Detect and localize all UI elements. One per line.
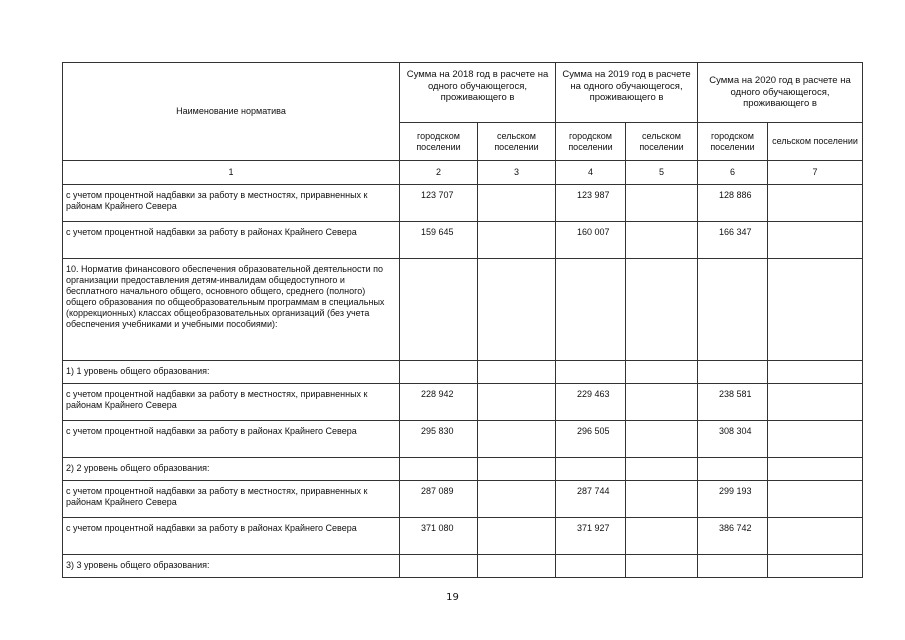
table-row [63, 518, 863, 555]
col-number: 7 [768, 161, 863, 185]
amount-cell [626, 361, 698, 384]
header-year-2018: Сумма на 2018 год в расчете на одного обучающегося, проживающего в [400, 63, 556, 123]
amount-cell: 299 193 [698, 481, 768, 518]
norm-name-cell: с учетом процентной надбавки за работу в районах Крайнего Севера [63, 518, 400, 555]
amount-cell: 159 645 [400, 222, 478, 259]
norm-name-cell: 2) 2 уровень общего образования: [63, 458, 400, 481]
amount-cell [478, 384, 556, 421]
amount-cell: 229 463 [556, 384, 626, 421]
col-number: 4 [556, 161, 626, 185]
amount-cell: 228 942 [400, 384, 478, 421]
header-rural-2019: сельском поселении [626, 123, 698, 161]
norm-name-cell: 1) 1 уровень общего образования: [63, 361, 400, 384]
amount-cell [626, 555, 698, 578]
amount-cell [556, 555, 626, 578]
amount-cell: 371 927 [556, 518, 626, 555]
header-urban-2019: городском поселении [556, 123, 626, 161]
header-row-numbers [63, 161, 863, 185]
amount-cell [768, 481, 863, 518]
amount-cell [478, 518, 556, 555]
amount-cell: 238 581 [698, 384, 768, 421]
header-rural-2018: сельском поселении [478, 123, 556, 161]
amount-cell: 296 505 [556, 421, 626, 458]
header-year-2020: Сумма на 2020 год в расчете на одного обучающегося, проживающего в [698, 63, 863, 123]
amount-cell: 123 707 [400, 185, 478, 222]
norm-name-cell: 10. Норматив финансового обеспечения образовательной деятельности по организации предоставления детям-инвалидам общедоступного и бесплатного начального общего, основного общего, среднего (полного) общего образования по общеобразовательным программам в специальных (коррекционных) классах общеобразовательных организаций (без учета обеспечения учебниками и учебными пособиями): [63, 259, 400, 361]
amount-cell [400, 458, 478, 481]
table-row [63, 361, 863, 384]
amount-cell [626, 481, 698, 518]
amount-cell [626, 185, 698, 222]
table-row [63, 421, 863, 458]
amount-cell: 123 987 [556, 185, 626, 222]
amount-cell [478, 555, 556, 578]
amount-cell [768, 421, 863, 458]
table-row [63, 458, 863, 481]
norm-name-cell: с учетом процентной надбавки за работу в местностях, приравненных к районам Крайнего Севера [63, 384, 400, 421]
table-row [63, 259, 863, 361]
norms-table [62, 62, 863, 578]
col-number: 6 [698, 161, 768, 185]
table-row [63, 222, 863, 259]
table-body [63, 63, 863, 185]
amount-cell [768, 458, 863, 481]
amount-cell [626, 458, 698, 481]
amount-cell: 166 347 [698, 222, 768, 259]
amount-cell: 295 830 [400, 421, 478, 458]
amount-cell: 287 089 [400, 481, 478, 518]
amount-cell: 128 886 [698, 185, 768, 222]
amount-cell [698, 458, 768, 481]
norm-name-cell: с учетом процентной надбавки за работу в районах Крайнего Севера [63, 421, 400, 458]
amount-cell [698, 555, 768, 578]
col-number: 3 [478, 161, 556, 185]
norm-name-cell: с учетом процентной надбавки за работу в районах Крайнего Севера [63, 222, 400, 259]
amount-cell [768, 185, 863, 222]
norm-name-cell: с учетом процентной надбавки за работу в местностях, приравненных к районам Крайнего Севера [63, 481, 400, 518]
amount-cell [478, 259, 556, 361]
amount-cell [768, 222, 863, 259]
amount-cell [400, 259, 478, 361]
amount-cell [556, 259, 626, 361]
amount-cell [626, 518, 698, 555]
table-row [63, 555, 863, 578]
amount-cell [478, 361, 556, 384]
norm-name-cell: с учетом процентной надбавки за работу в местностях, приравненных к районам Крайнего Севера [63, 185, 400, 222]
amount-cell: 287 744 [556, 481, 626, 518]
amount-cell [478, 481, 556, 518]
page-number: 19 [446, 592, 459, 603]
amount-cell: 386 742 [698, 518, 768, 555]
col-number: 5 [626, 161, 698, 185]
amount-cell [768, 259, 863, 361]
header-urban-2020: городском поселении [698, 123, 768, 161]
header-row-years [63, 63, 863, 123]
amount-cell [768, 361, 863, 384]
header-norm-name: Наименование норматива [63, 63, 400, 161]
amount-cell [478, 185, 556, 222]
amount-cell [478, 458, 556, 481]
table-row [63, 481, 863, 518]
table-data-rows [63, 185, 863, 578]
amount-cell [478, 222, 556, 259]
amount-cell: 308 304 [698, 421, 768, 458]
amount-cell [400, 361, 478, 384]
col-number: 1 [63, 161, 400, 185]
norm-name-cell: 3) 3 уровень общего образования: [63, 555, 400, 578]
amount-cell [400, 555, 478, 578]
amount-cell: 160 007 [556, 222, 626, 259]
amount-cell [478, 421, 556, 458]
header-year-2019: Сумма на 2019 год в расчете на одного обучающегося, проживающего в [556, 63, 698, 123]
amount-cell [698, 259, 768, 361]
amount-cell [556, 458, 626, 481]
header-urban-2018: городском поселении [400, 123, 478, 161]
amount-cell [626, 222, 698, 259]
amount-cell [768, 384, 863, 421]
table-row [63, 185, 863, 222]
amount-cell [626, 259, 698, 361]
amount-cell: 371 080 [400, 518, 478, 555]
amount-cell [768, 555, 863, 578]
amount-cell [626, 384, 698, 421]
table-row [63, 384, 863, 421]
col-number: 2 [400, 161, 478, 185]
header-rural-2020: сельском поселении [768, 123, 863, 161]
amount-cell [768, 518, 863, 555]
amount-cell [626, 421, 698, 458]
amount-cell [556, 361, 626, 384]
amount-cell [698, 361, 768, 384]
